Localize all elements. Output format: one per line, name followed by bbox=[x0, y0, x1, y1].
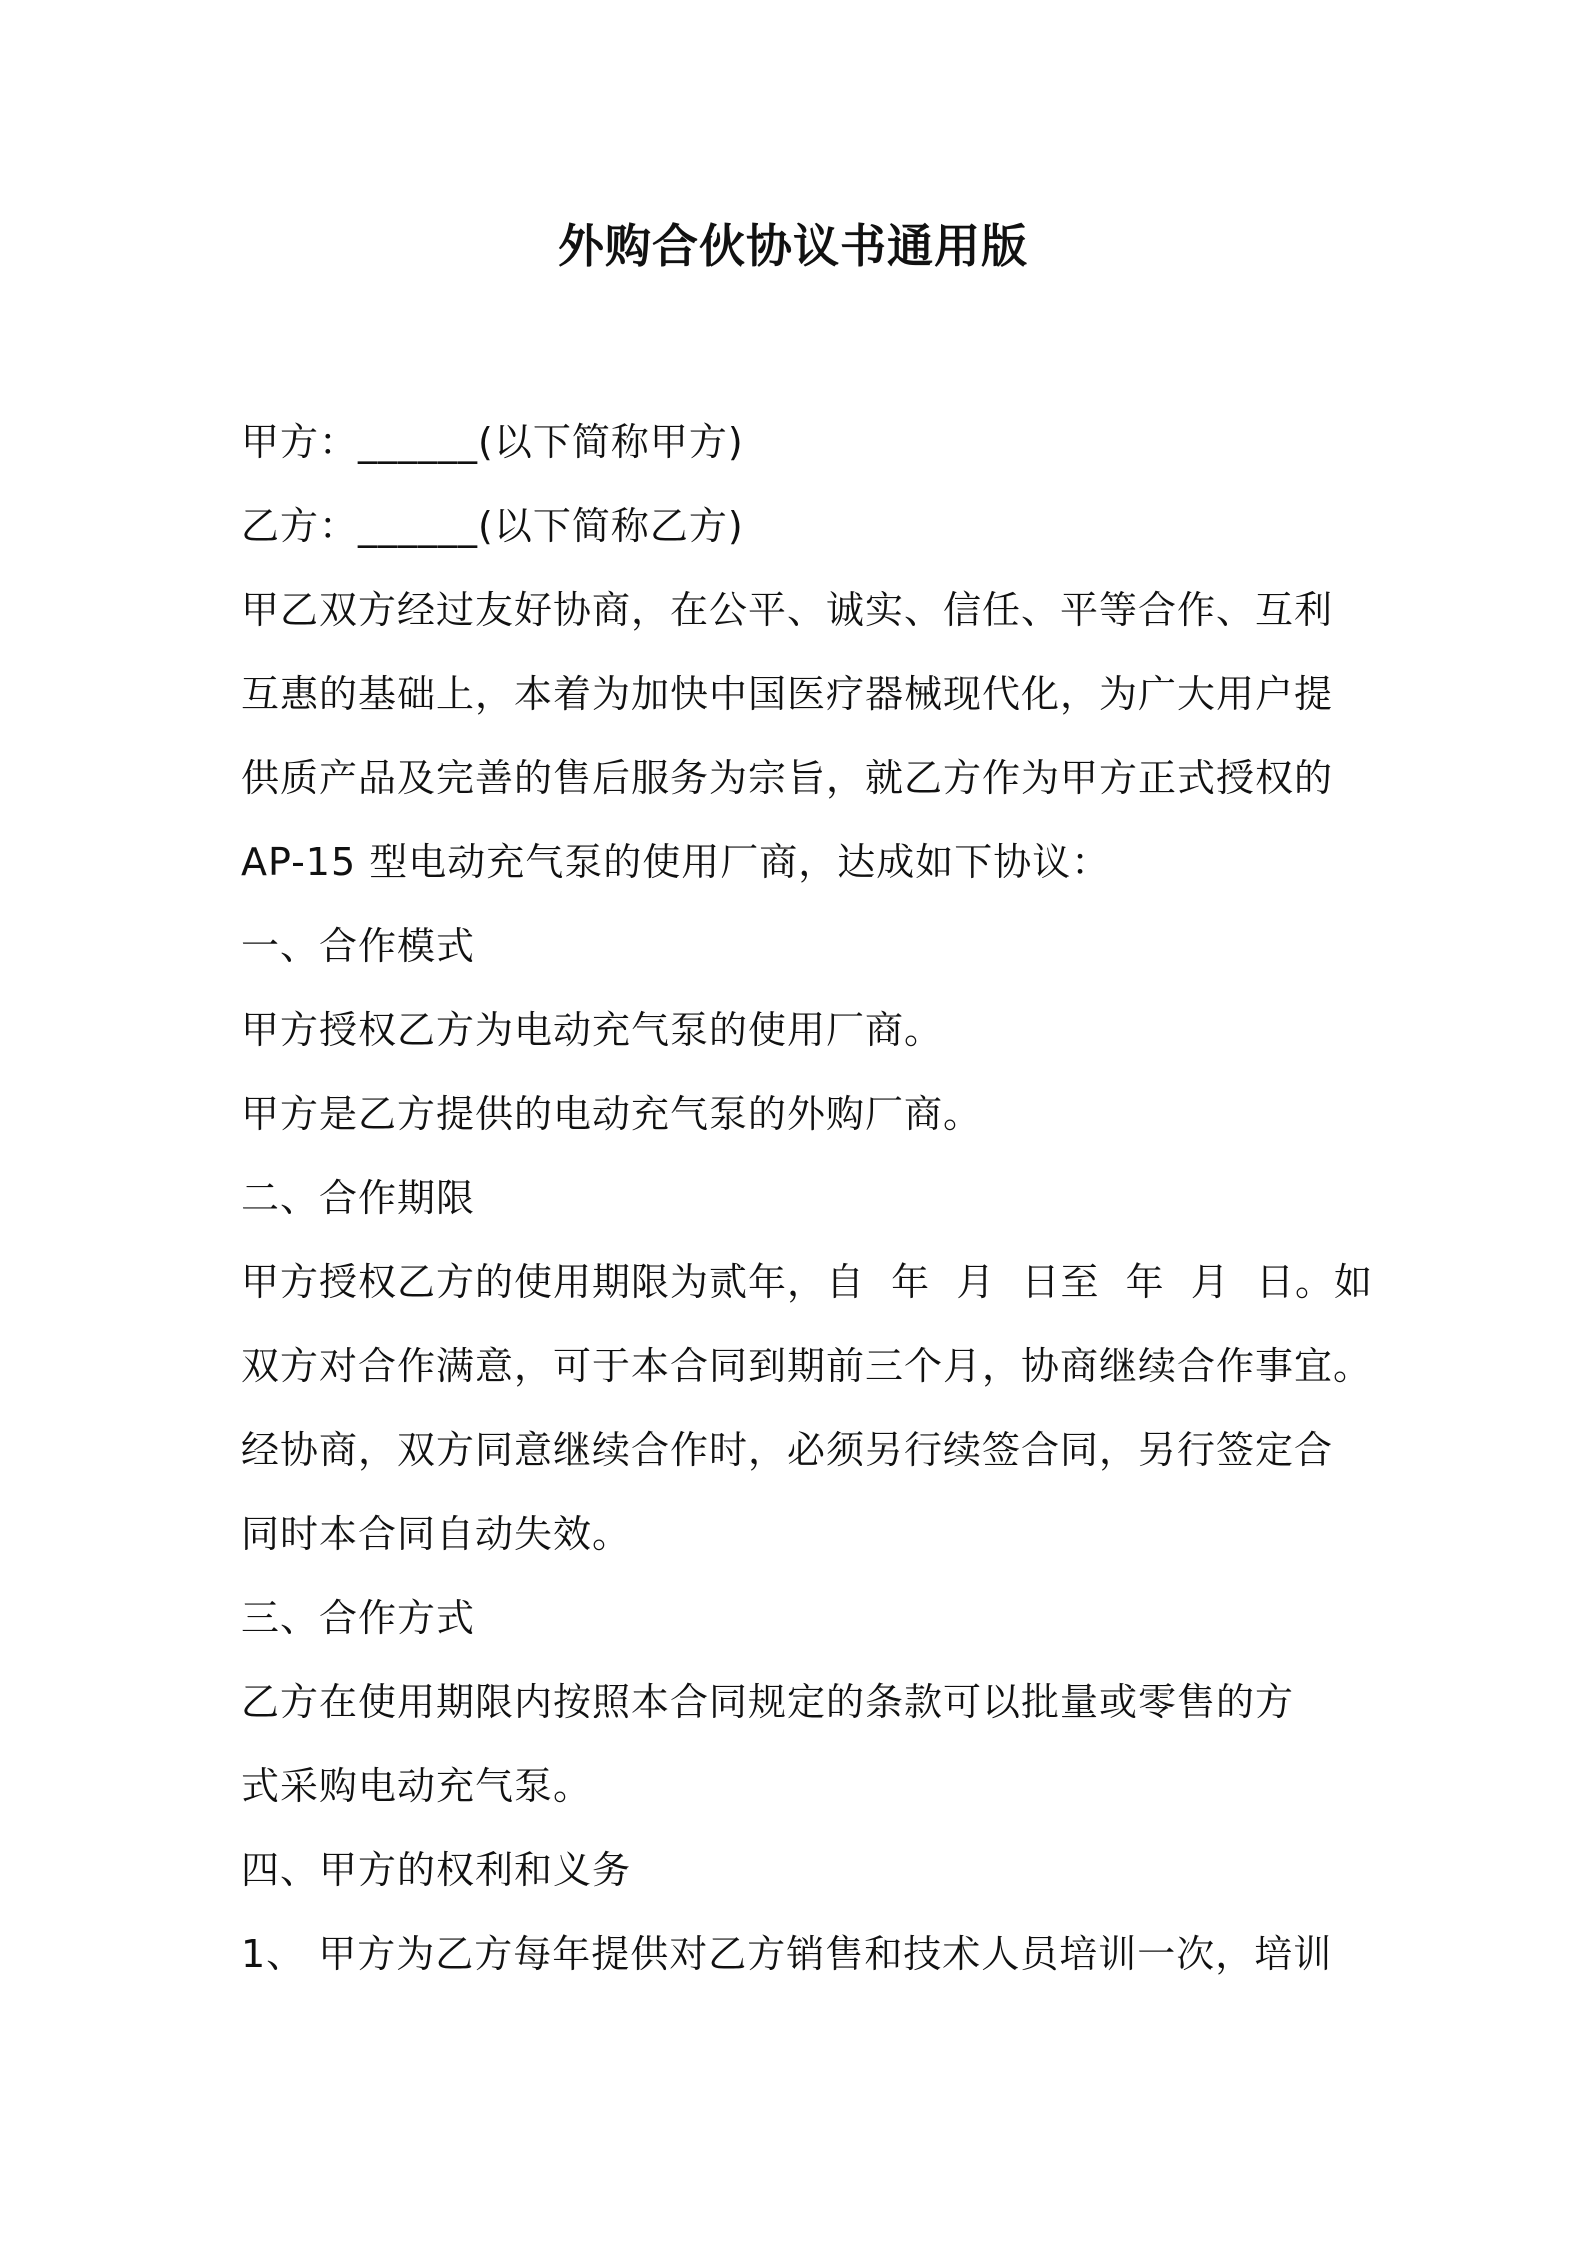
section-heading-party-a-rights: 四、甲方的权利和义务 bbox=[241, 1848, 632, 1892]
section-2-line-3: 经协商，双方同意继续合作时，必须另行续签合同，另行签定合 bbox=[241, 1428, 1334, 1472]
section-heading-cooperation-method: 三、合作方式 bbox=[241, 1596, 476, 1640]
section-heading-cooperation-mode: 一、合作模式 bbox=[241, 924, 476, 968]
party-b-line: 乙方：______(以下简称乙方) bbox=[241, 504, 744, 548]
preamble-line-2: 互惠的基础上，本着为加快中国医疗器械现代化，为广大用户提 bbox=[241, 672, 1334, 716]
section-2-line-2: 双方对合作满意，可于本合同到期前三个月，协商继续合作事宜。 bbox=[241, 1344, 1373, 1388]
document-body bbox=[241, 400, 1373, 1996]
preamble-line-3: 供质产品及完善的售后服务为宗旨，就乙方作为甲方正式授权的 bbox=[241, 756, 1334, 800]
section-2-line-1: 甲方授权乙方的使用期限为贰年，自 年 月 日至 年 月 日。如 bbox=[241, 1260, 1373, 1304]
document-title: 外购合伙协议书通用版 bbox=[558, 219, 1028, 273]
party-a-line: 甲方：______(以下简称甲方) bbox=[241, 420, 744, 464]
section-heading-cooperation-term: 二、合作期限 bbox=[241, 1176, 476, 1220]
preamble-line-4: AP-15 型电动充气泵的使用厂商，达成如下协议： bbox=[241, 840, 1111, 884]
preamble-line-1: 甲乙双方经过友好协商，在公平、诚实、信任、平等合作、互利 bbox=[241, 588, 1334, 632]
section-2-line-4: 同时本合同自动失效。 bbox=[241, 1512, 632, 1556]
section-3-line-2: 式采购电动充气泵。 bbox=[241, 1764, 593, 1808]
section-4-item-1-line-1: 1、 甲方为乙方每年提供对乙方销售和技术人员培训一次，培训 bbox=[241, 1932, 1333, 1976]
section-1-line-2: 甲方是乙方提供的电动充气泵的外购厂商。 bbox=[241, 1092, 983, 1136]
section-1-line-1: 甲方授权乙方为电动充气泵的使用厂商。 bbox=[241, 1008, 944, 1052]
section-3-line-1: 乙方在使用期限内按照本合同规定的条款可以批量或零售的方 bbox=[241, 1680, 1295, 1724]
